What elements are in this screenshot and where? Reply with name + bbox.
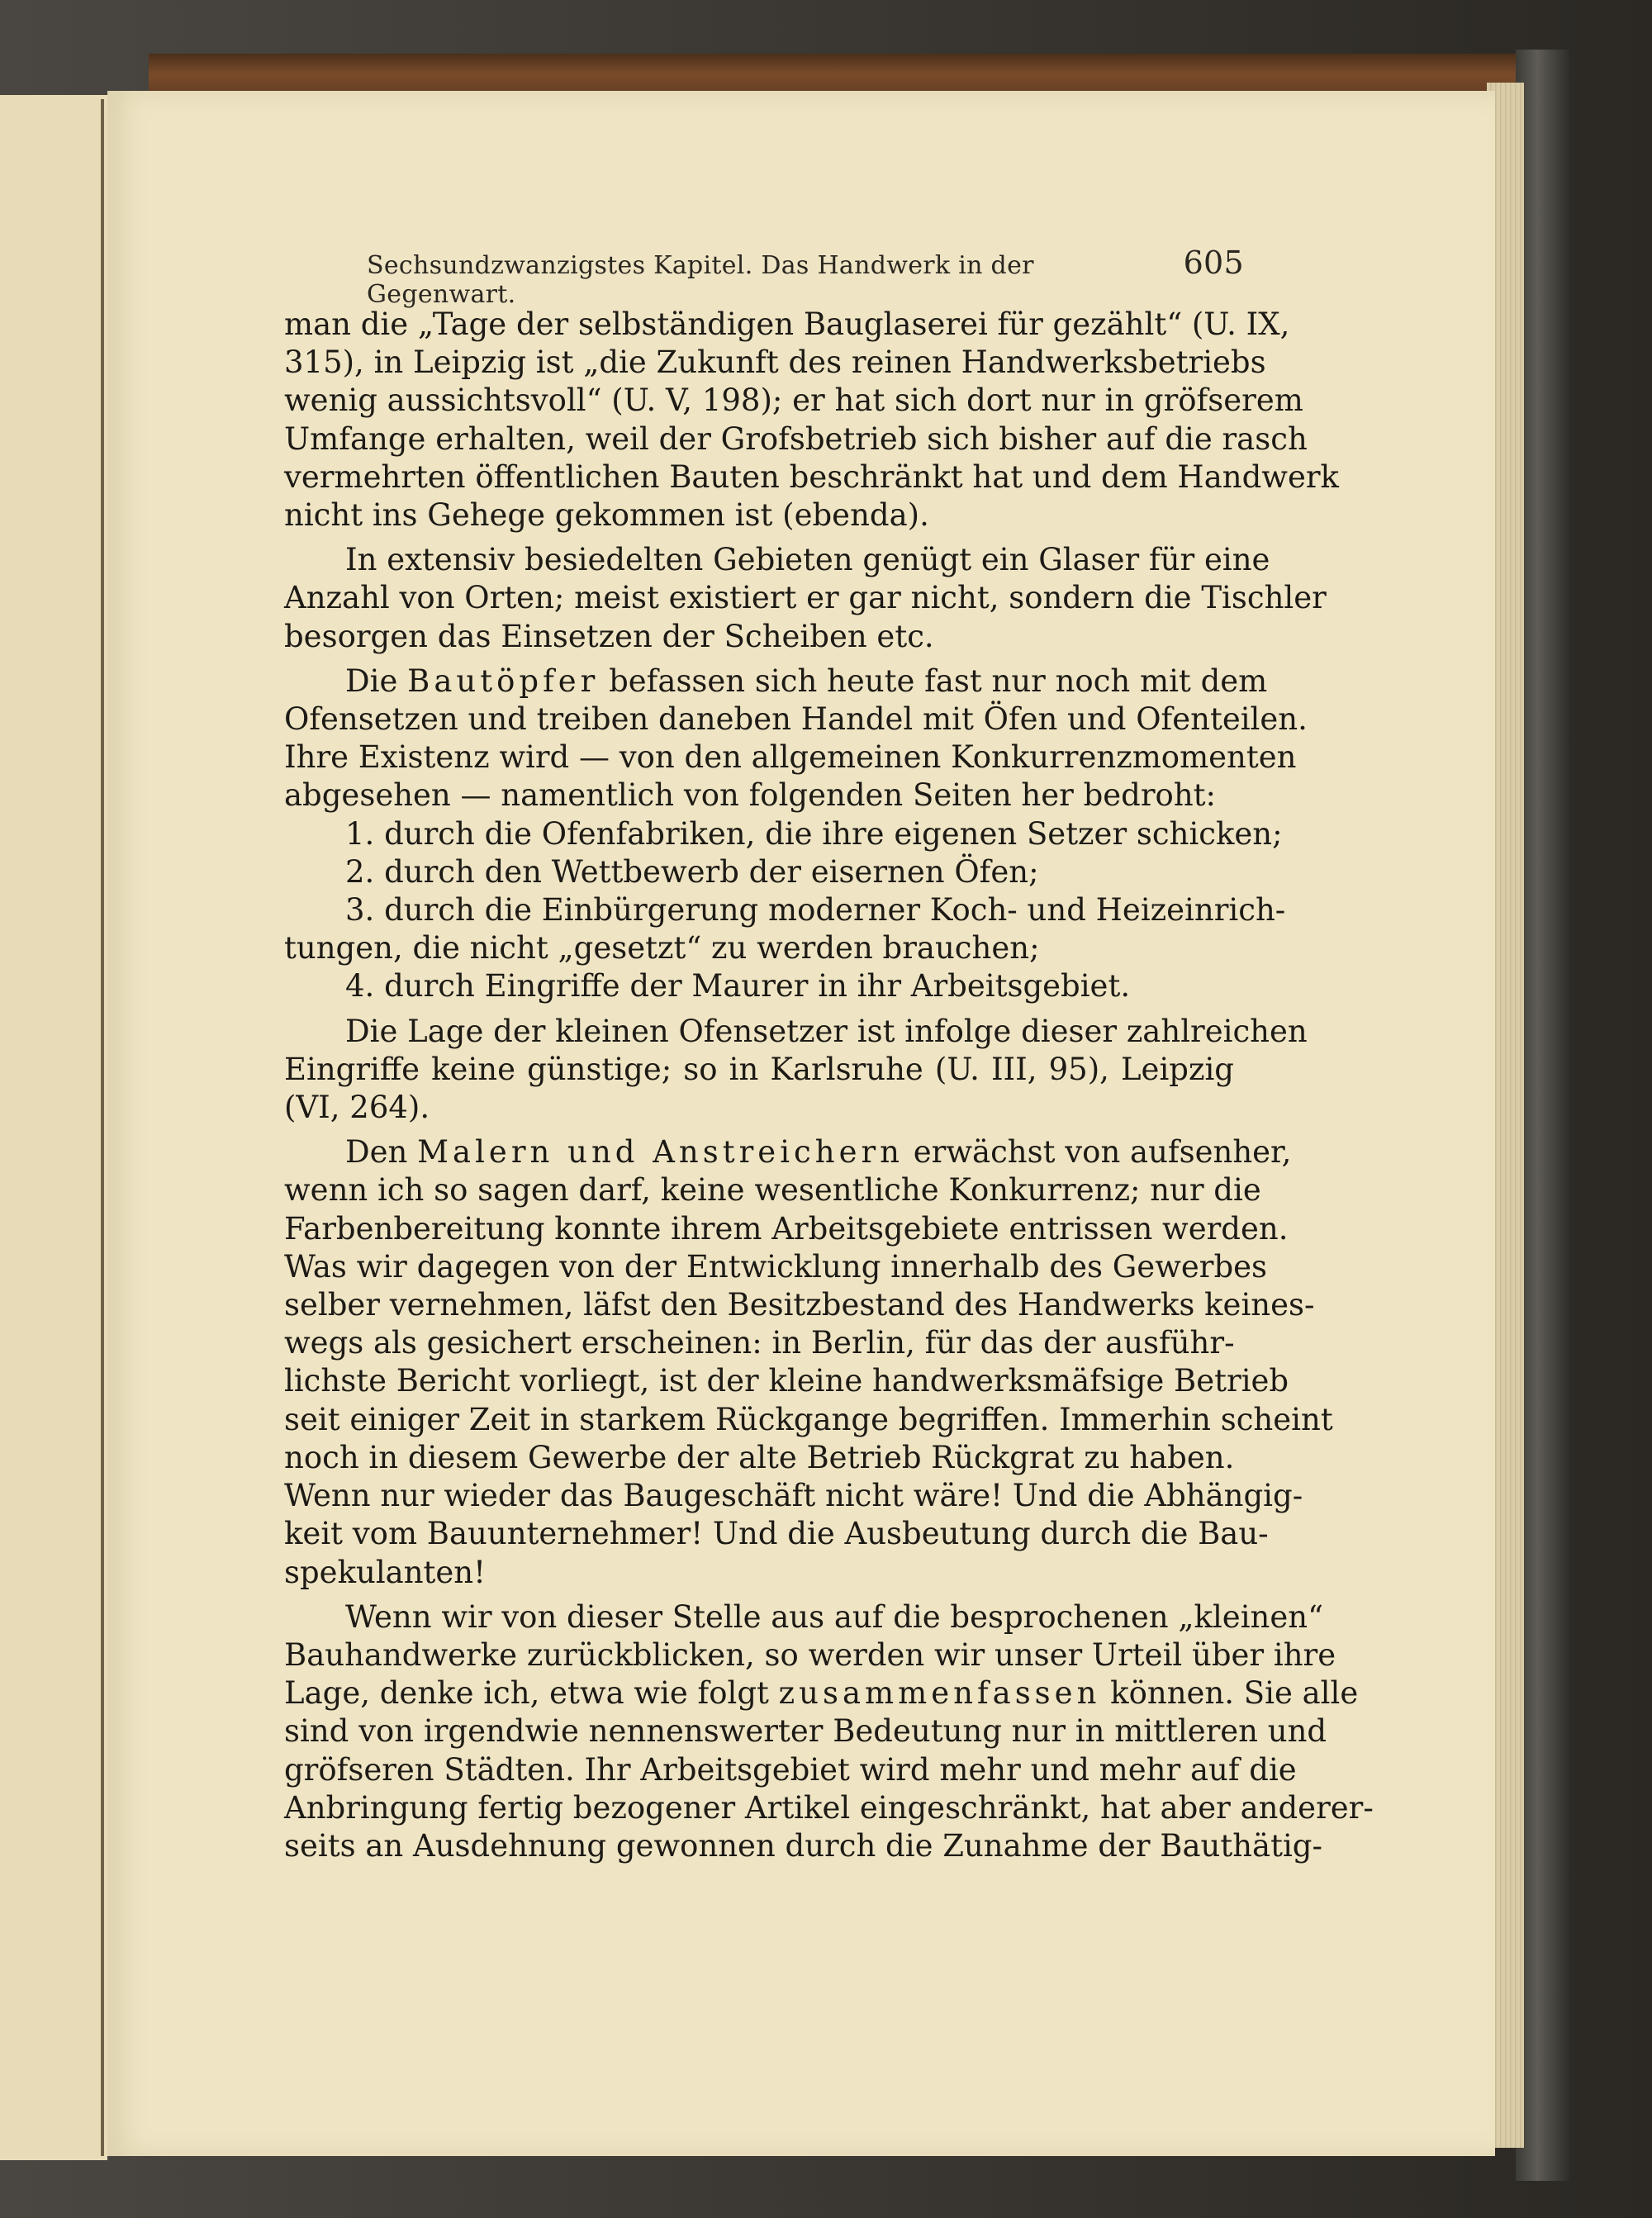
text-line: seits an Ausdehnung gewonnen durch die Zunahme der Bauthätig- xyxy=(284,1827,1322,1864)
text-run: können. Sie alle xyxy=(1100,1675,1359,1712)
text-line: Bauhandwerke zurückblicken, so werden wir unser Urteil über ihre xyxy=(284,1636,1336,1673)
list-item-continuation: tungen, die nicht „gesetzt“ zu werden brauchen; xyxy=(284,930,1040,967)
text-line: Farbenbereitung konnte ihrem Arbeitsgebiete entrissen werden. xyxy=(284,1210,1289,1247)
text-line: Ihre Existenz wird — von den allgemeinen Konkurrenzmomenten xyxy=(284,739,1297,776)
text-run: erwächst von aufsenher, xyxy=(904,1134,1292,1171)
list-item: 1. durch die Ofenfabriken, die ihre eigenen Setzer schicken; xyxy=(345,815,1283,852)
text-line: besorgen das Einsetzen der Scheiben etc. xyxy=(284,618,934,654)
running-title: Sechsundzwanzigstes Kapitel. Das Handwerk in der Gegenwart. xyxy=(367,251,1034,309)
text-line: wegs als gesichert erscheinen: in Berlin, für das der ausführ- xyxy=(284,1325,1235,1361)
text-line: (VI, 264). xyxy=(284,1090,430,1126)
text-line: wenn ich so sagen darf, keine wesentliche Konkurrenz; nur die xyxy=(284,1172,1261,1209)
running-header xyxy=(367,245,1244,309)
paragraph-3 xyxy=(284,663,1308,1006)
text-line xyxy=(284,1133,1292,1171)
text-line: Wenn wir von dieser Stelle aus auf die besprochenen „kleinen“ xyxy=(345,1598,1323,1635)
spaced-term: zusammenfassen xyxy=(778,1675,1101,1712)
text-line: Wenn nur wieder das Baugeschäft nicht wäre! Und die Abhängig- xyxy=(284,1478,1303,1514)
text-line: seit einiger Zeit in starkem Rückgange begriffen. Immerhin scheint xyxy=(284,1401,1333,1437)
text-line: spekulanten! xyxy=(284,1554,487,1590)
text-line: wenig aussichtsvoll“ (U. V, 198); er hat sich dort nur in gröfserem xyxy=(284,382,1303,419)
text-line: Die Lage der kleinen Ofensetzer ist infolge dieser zahlreichen xyxy=(345,1013,1308,1049)
text-line: Anzahl von Orten; meist existiert er gar nicht, sondern die Tischler xyxy=(284,580,1327,616)
text-run: Die xyxy=(345,663,408,699)
text-line: vermehrten öffentlichen Bauten beschränkt hat und dem Handwerk xyxy=(284,458,1339,495)
paragraph-1 xyxy=(284,306,1339,534)
paragraph-6 xyxy=(284,1598,1374,1865)
list-item: 3. durch die Einbürgerung moderner Koch- und Heizeinrich- xyxy=(345,892,1286,929)
text-line xyxy=(284,1674,1359,1712)
list-item: 4. durch Eingriffe der Maurer in ihr Arbeitsgebiet. xyxy=(345,968,1131,1005)
text-line: Anbringung fertig bezogener Artikel eingeschränkt, hat aber anderer- xyxy=(284,1789,1374,1826)
left-page-edge xyxy=(0,95,107,2160)
paragraph-4 xyxy=(284,1013,1308,1128)
list-item: 2. durch den Wettbewerb der eisernen Öfen; xyxy=(345,853,1039,890)
text-line: abgesehen — namentlich von folgenden Seiten her bedroht: xyxy=(284,777,1216,814)
text-line: noch in diesem Gewerbe der alte Betrieb Rückgrat zu haben. xyxy=(284,1439,1235,1475)
text-run: Lage, denke ich, etwa wie folgt xyxy=(284,1675,779,1712)
text-line: lichste Bericht vorliegt, ist der kleine handwerksmäfsige Betrieb xyxy=(284,1363,1289,1399)
text-line: Was wir dagegen von der Entwicklung innerhalb des Gewerbes xyxy=(284,1248,1268,1285)
text-line xyxy=(284,663,1268,701)
page-body xyxy=(284,306,1374,1872)
text-line: Ofensetzen und treiben daneben Handel mit Öfen und Ofenteilen. xyxy=(284,701,1308,738)
paragraph-2 xyxy=(284,541,1327,656)
text-line: gröfseren Städten. Ihr Arbeitsgebiet wird mehr und mehr auf die xyxy=(284,1751,1297,1788)
page-number: 605 xyxy=(1183,245,1244,281)
text-line: man die „Tage der selbständigen Bauglaserei für gezählt“ (U. IX, xyxy=(284,306,1290,342)
paragraph-5 xyxy=(284,1133,1333,1591)
text-line: sind von irgendwie nennenswerter Bedeutung nur in mittleren und xyxy=(284,1713,1327,1750)
text-run: Den xyxy=(345,1134,418,1171)
text-line: 315), in Leipzig ist „die Zukunft des reinen Handwerksbetriebs xyxy=(284,344,1266,381)
text-line: selber vernehmen, läfst den Besitzbestand des Handwerks keines- xyxy=(284,1287,1315,1323)
text-line: Umfange erhalten, weil der Grofsbetrieb sich bisher auf die rasch xyxy=(284,420,1308,457)
text-line: nicht ins Gehege gekommen ist (ebenda). xyxy=(284,497,929,534)
left-page-gutter xyxy=(101,99,104,2156)
text-line: keit vom Bauunternehmer! Und die Ausbeutung durch die Bau- xyxy=(284,1516,1269,1552)
spaced-term: Malern und Anstreichern xyxy=(417,1134,904,1171)
text-run: befassen sich heute fast nur noch mit dem xyxy=(599,663,1268,699)
text-line: Eingriffe keine günstige; so in Karlsruhe (U. III, 95), Leipzig xyxy=(284,1051,1234,1087)
spaced-term: Bautöpfer xyxy=(407,663,600,699)
text-line: In extensiv besiedelten Gebieten genügt ein Glaser für eine xyxy=(345,542,1270,578)
